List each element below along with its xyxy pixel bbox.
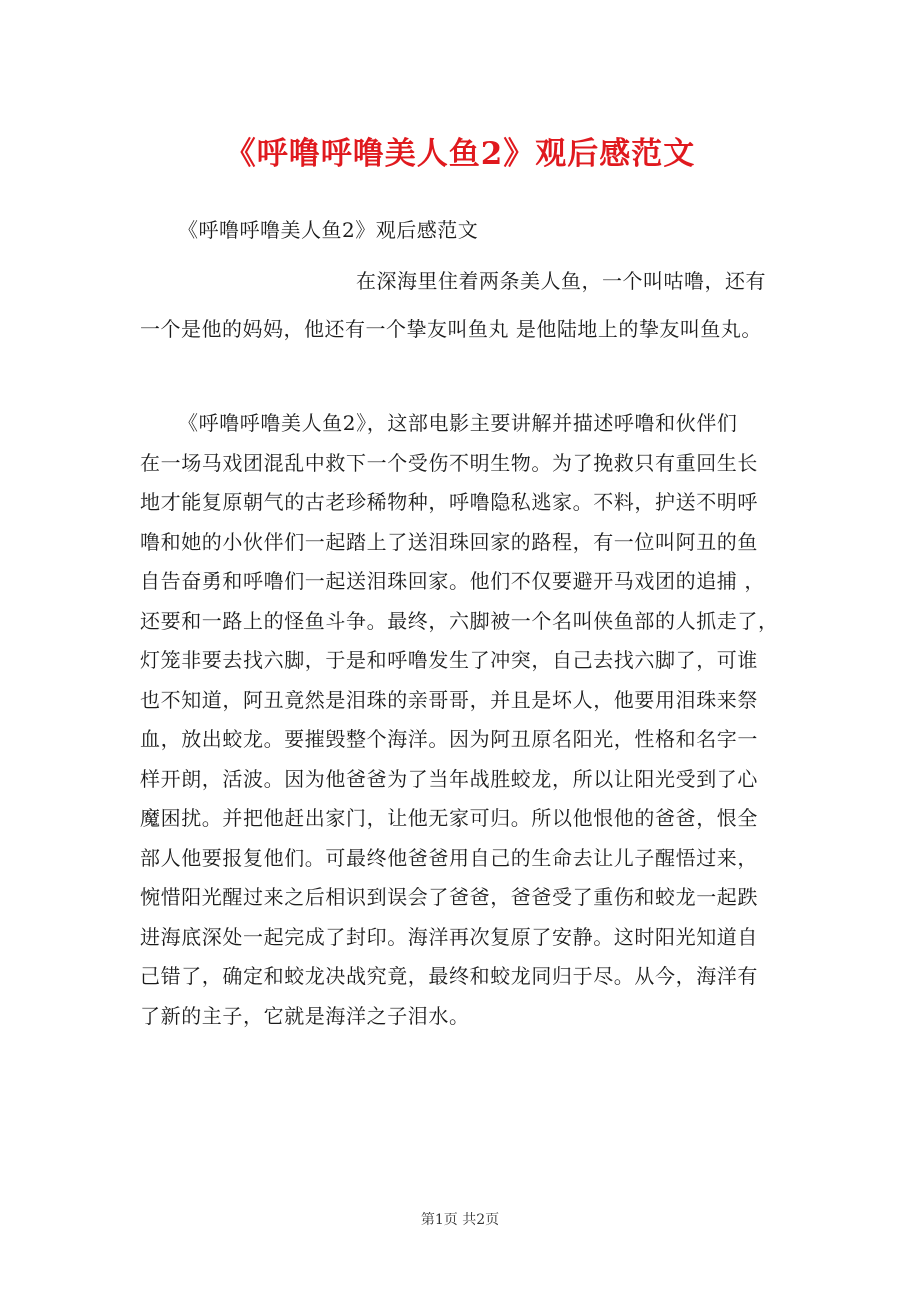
paragraph-line: 灯笼非要去找六脚，于是和呼噜发生了冲突，自己去找六脚了，可谁: [140, 648, 758, 672]
paragraph-line: 自告奋勇和呼噜们一起送泪珠回家。他们不仅要避开马戏团的追捕 ，: [140, 569, 765, 593]
paragraph-line: 部人他要报复他们。可最终他爸爸用自己的生命去让儿子醒悟过来，: [140, 845, 758, 870]
paragraph-line: 进海底深处一起完成了封印。海洋再次复原了安静。这时阳光知道自: [140, 924, 758, 949]
paragraph-line: 样开朗，活波。因为他爸爸为了当年战胜蛟龙，所以让阳光受到了心: [140, 766, 758, 791]
document-title: 《呼噜呼噜美人鱼2》观后感范文: [224, 136, 696, 172]
intro-line-1: 在深海里住着两条美人鱼，一个叫咕噜，还有: [356, 269, 766, 293]
paragraph-line: 惋惜阳光醒过来之后相识到误会了爸爸，爸爸受了重伤和蛟龙一起跌: [140, 885, 758, 909]
paragraph-line: 也不知道，阿丑竟然是泪珠的亲哥哥，并且是坏人，他要用泪珠来祭: [140, 687, 758, 712]
paragraph-line: 魔困扰。并把他赶出家门，让他无家可归。所以他恨他的爸爸，恨全: [140, 806, 758, 830]
paragraph-line: 还要和一路上的怪鱼斗争。最终，六脚被一个名叫侠鱼部的人抓走了，: [140, 608, 779, 633]
body-paragraph: [140, 404, 784, 1036]
paragraph-line: 噜和她的小伙伴们一起踏上了送泪珠回家的路程，有一位叫阿丑的鱼: [140, 529, 758, 554]
paragraph-line: 《呼噜呼噜美人鱼2》，这部电影主要讲解并描述呼噜和伙伴们: [178, 411, 738, 435]
paragraph-line: 了新的主子，它就是海洋之子泪水。: [140, 1003, 470, 1028]
paragraph-line: 己错了，确定和蛟龙决战究竟，最终和蛟龙同归于尽。从今，海洋有: [140, 964, 758, 988]
paragraph-line: 在一场马戏团混乱中救下一个受伤不明生物。为了挽救只有重回生长: [140, 450, 758, 475]
paragraph-line: 地才能复原朝气的古老珍稀物种，呼噜隐私逃家。不料，护送不明呼: [140, 490, 758, 514]
paragraph-line: 血，放出蛟龙。要摧毁整个海洋。因为阿丑原名阳光，性格和名字一: [140, 727, 758, 751]
document-subtitle: 《呼噜呼噜美人鱼2》观后感范文: [178, 218, 479, 242]
intro-line-2: 一个是他的妈妈，他还有一个挚友叫鱼丸 是他陆地上的挚友叫鱼丸。: [140, 317, 762, 341]
page-number-footer: 第1页 共2页: [420, 1212, 500, 1228]
